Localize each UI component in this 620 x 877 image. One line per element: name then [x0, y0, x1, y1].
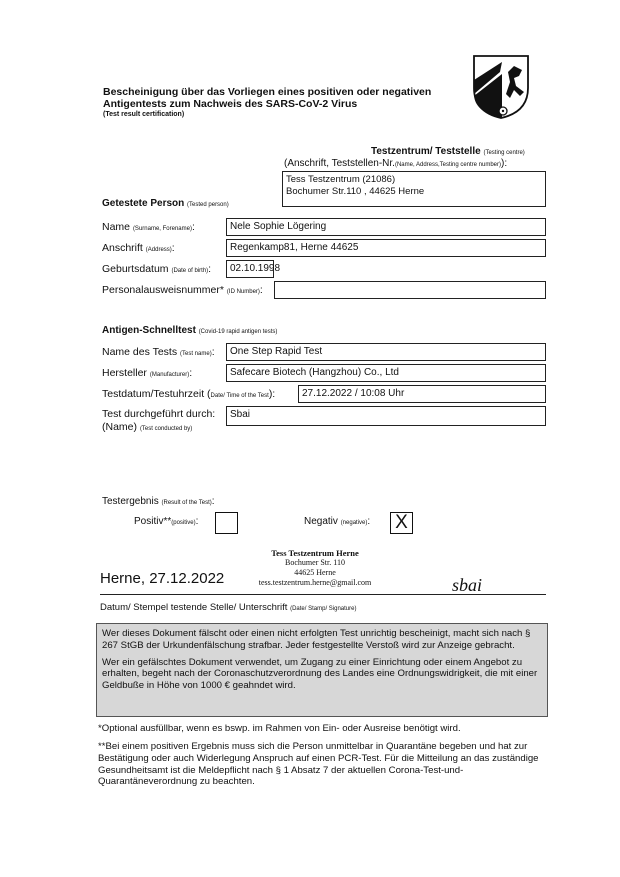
antigen-test-heading: Antigen-Schnelltest (Covid-19 rapid antigen tests)	[102, 325, 278, 336]
test-centre-address-box	[282, 171, 546, 207]
negative-label: Negativ (negative):	[304, 516, 371, 527]
warning-forgery: Wer dieses Dokument fälscht oder einen nicht erfolgten Test unrichtig bescheinigt, macht sich nach § 267 StGB der Urkundenfälschung strafbar. Jeder festgestellte Verstoß wird zur Anzeige gebracht.	[102, 628, 531, 651]
place-date: Herne, 27.12.2022	[100, 570, 225, 587]
address-field[interactable]: Regenkamp81, Herne 44625	[226, 239, 546, 257]
footnote-positive: **Bei einem positiven Ergebnis muss sich die Person unmittelbar in Quarantäne begeben und hat zur Bestätigung oder auch Widerlegung Anspruch auf einen PCR-Test. Für die Mitteilung an das zuständige Gesundheitsamt ist die Meldepflicht nach § 1 Absatz 7 der aktuellen Corona-Test-und-Quarantäneverordnung zu beachten.	[98, 741, 539, 788]
test-centre-street: Bochumer Str.110 , 44625 Herne	[286, 186, 425, 197]
negative-check-mark: X	[395, 512, 408, 533]
address-label: Anschrift (Address):	[102, 242, 175, 254]
tested-person-heading: Getestete Person (Tested person)	[102, 198, 229, 209]
signature: sbai	[452, 575, 483, 595]
name-label: Name (Surname, Forename):	[102, 221, 195, 233]
test-centre-name: Tess Testzentrum (21086)	[286, 174, 396, 185]
manufacturer-label: Hersteller (Manufacturer):	[102, 367, 193, 379]
test-centre-address-label: (Anschrift, Teststellen-Nr.(Name, Address,Testing centre number)):	[284, 158, 508, 169]
positive-label: Positiv**(positive):	[134, 516, 199, 527]
warning-fine: Wer ein gefälschtes Dokument verwendet, um Zugang zu einer Einrichtung oder einem Angebot zu erhalten, begeht nach der Coronaschutzverordnung des Landes eine Ordnungswidrigkeit, die mit einer Geldbuße in Höhe von 1000 € geahndet wird.	[102, 656, 538, 692]
signature-line	[100, 594, 546, 595]
test-centre-stamp: Tess Testzentrum Herne Bochumer Str. 110 44625 Herne tess.testzentrum.herne@gmail.com	[258, 548, 372, 587]
nrw-coat-of-arms-icon	[472, 54, 530, 125]
id-number-label: Personalausweisnummer* (ID Number):	[102, 284, 263, 296]
test-datetime-field[interactable]: 27.12.2022 / 10:08 Uhr	[298, 385, 546, 403]
positive-checkbox[interactable]	[215, 512, 238, 534]
result-label: Testergebnis (Result of the Test):	[102, 496, 215, 507]
dob-field[interactable]: 02.10.1998	[226, 260, 274, 278]
legal-warning-box	[96, 623, 548, 717]
id-number-field[interactable]	[274, 281, 546, 299]
test-name-label: Name des Tests (Test name):	[102, 346, 215, 358]
name-field[interactable]: Nele Sophie Lögering	[226, 218, 546, 236]
document-subtitle: (Test result certification)	[103, 111, 185, 118]
manufacturer-field[interactable]: Safecare Biotech (Hangzhou) Co., Ltd	[226, 364, 546, 382]
negative-checkbox[interactable]	[390, 512, 413, 534]
document-title: Bescheinigung über das Vorliegen eines positiven oder negativen Antigentests zum Nachweis des SARS-CoV-2 Virus	[103, 86, 432, 110]
test-centre-heading: Testzentrum/ Teststelle (Testing centre)	[371, 146, 525, 157]
signature-label: Datum/ Stempel testende Stelle/ Unterschrift (Date/ Stamp/ Signature)	[100, 602, 357, 613]
dob-label: Geburtsdatum (Date of birth):	[102, 263, 212, 275]
footnote-optional: *Optional ausfüllbar, wenn es bswp. im Rahmen von Ein- oder Ausreise benötigt wird.	[98, 723, 461, 734]
conducted-by-label: Test durchgeführt durch: (Name) (Test conducted by)	[102, 408, 216, 433]
conducted-by-field[interactable]: Sbai	[226, 406, 546, 426]
test-name-field[interactable]: One Step Rapid Test	[226, 343, 546, 361]
test-datetime-label: Testdatum/Testuhrzeit (Date/ Time of the Test):	[102, 388, 276, 400]
